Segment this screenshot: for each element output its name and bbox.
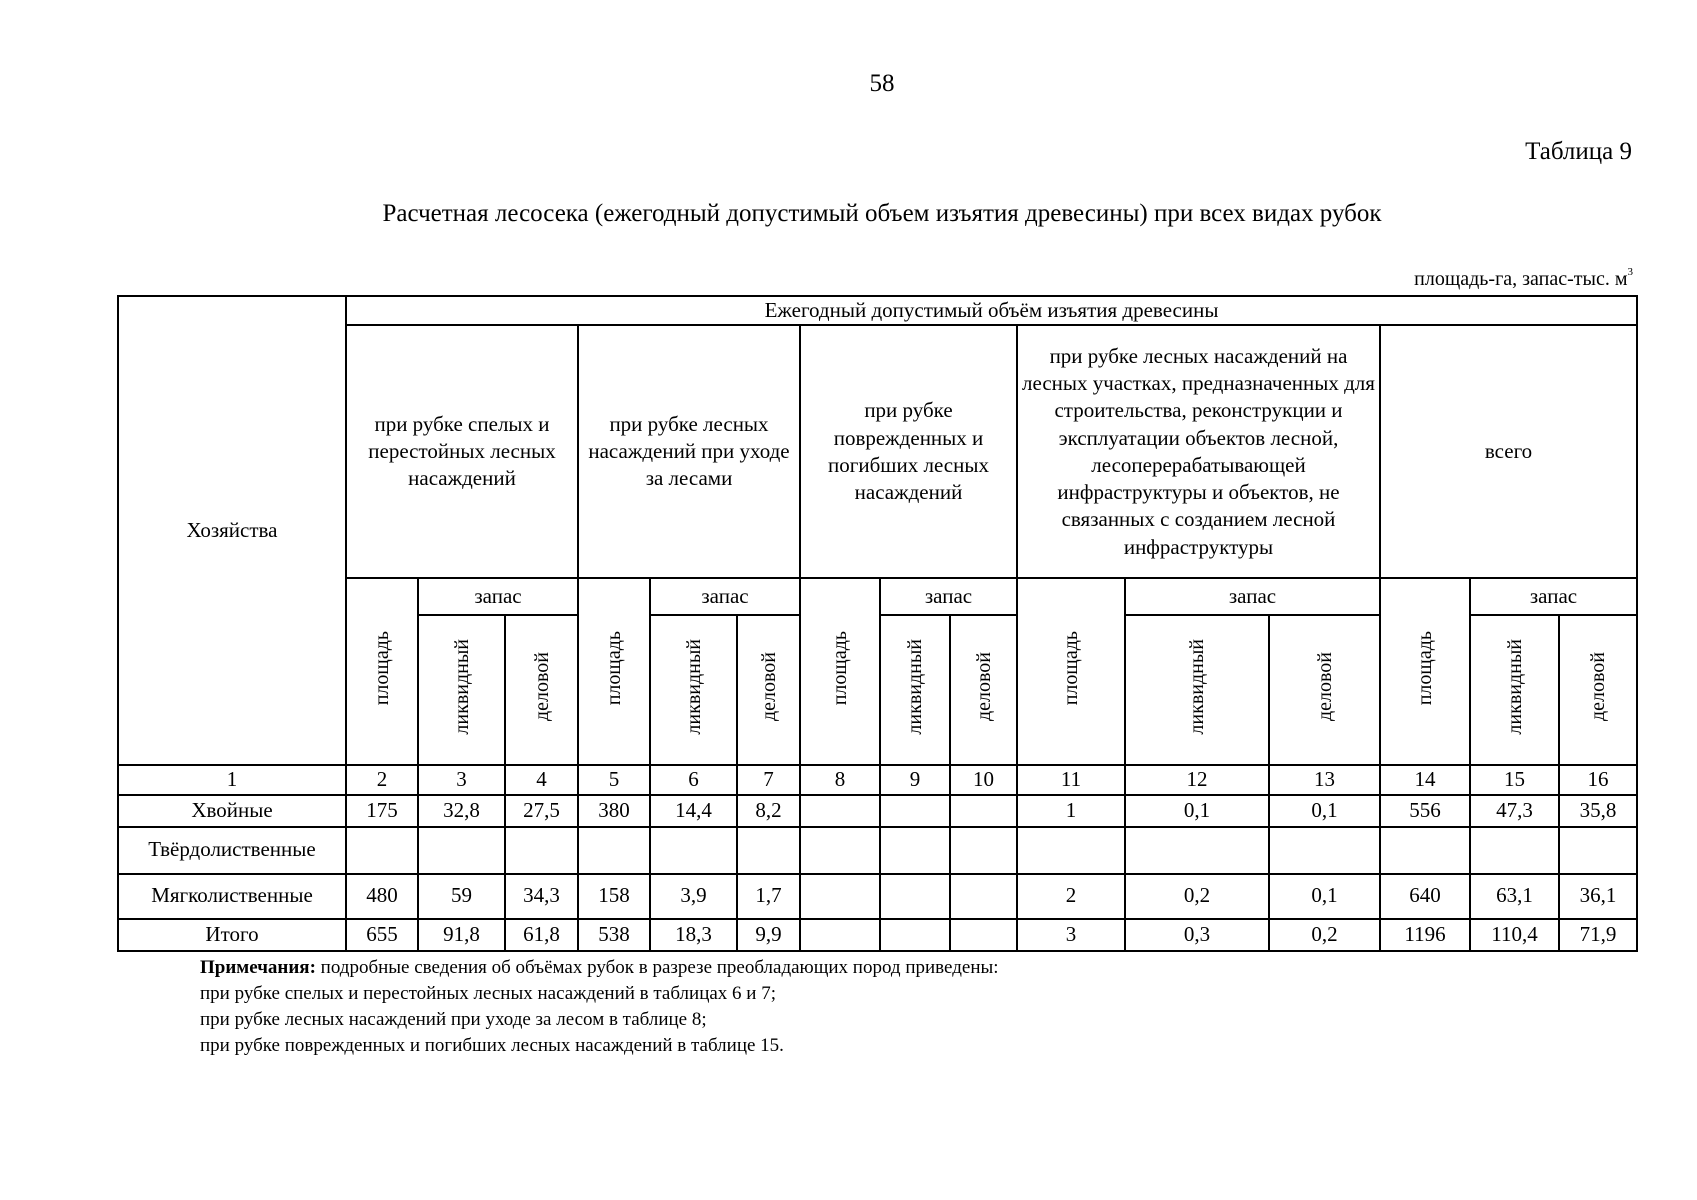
column-number: 7 bbox=[737, 765, 800, 794]
table-cell bbox=[418, 827, 505, 874]
row-name: Итого bbox=[118, 919, 346, 951]
row-name: Твёрдолиственные bbox=[118, 827, 346, 874]
column-number: 14 bbox=[1380, 765, 1470, 794]
notes-text: подробные сведения об объёмах рубок в разрезе преобладающих пород приведены: bbox=[320, 957, 999, 978]
table-cell bbox=[1470, 827, 1559, 874]
table-cell: 61,8 bbox=[505, 919, 578, 951]
header-area bbox=[1017, 578, 1125, 765]
table-cell: 480 bbox=[346, 874, 418, 919]
header-area-text: площадь bbox=[603, 631, 625, 706]
header-business-text: деловой bbox=[530, 652, 553, 722]
header-area bbox=[346, 578, 418, 765]
table-cell: 0,1 bbox=[1269, 874, 1380, 919]
table-cell: 14,4 bbox=[650, 795, 737, 827]
row-name: Хвойные bbox=[118, 795, 346, 827]
header-area-text: площадь bbox=[371, 631, 393, 706]
notes-line bbox=[200, 955, 999, 981]
table-cell: 36,1 bbox=[1559, 874, 1637, 919]
header-row-3 bbox=[118, 578, 1637, 615]
table-cell bbox=[950, 919, 1017, 951]
header-business-text: деловой bbox=[972, 652, 995, 722]
units-superscript: 3 bbox=[1627, 266, 1633, 278]
table-cell bbox=[1125, 827, 1269, 874]
header-row-1 bbox=[118, 296, 1637, 325]
header-group-total: всего bbox=[1380, 325, 1637, 578]
header-business bbox=[950, 615, 1017, 765]
table-cell: 9,9 bbox=[737, 919, 800, 951]
table-cell: 640 bbox=[1380, 874, 1470, 919]
column-number: 4 bbox=[505, 765, 578, 794]
column-number: 12 bbox=[1125, 765, 1269, 794]
units-text: площадь-га, запас-тыс. м bbox=[1414, 268, 1628, 290]
header-liquid-text: ликвидный bbox=[904, 638, 926, 735]
header-business bbox=[505, 615, 578, 765]
header-business bbox=[737, 615, 800, 765]
notes bbox=[200, 955, 999, 1059]
header-liquid bbox=[650, 615, 737, 765]
header-liquid bbox=[1125, 615, 1269, 765]
header-group-damaged: при рубке поврежденных и погибших лесных насаждений bbox=[800, 325, 1017, 578]
table-row bbox=[118, 795, 1637, 827]
table-cell: 3 bbox=[1017, 919, 1125, 951]
table-cell: 0,1 bbox=[1269, 795, 1380, 827]
table-cell bbox=[578, 827, 650, 874]
header-business-text: деловой bbox=[757, 652, 780, 722]
table-cell: 0,3 bbox=[1125, 919, 1269, 951]
header-zapas: запас bbox=[650, 578, 800, 615]
table-cell: 1 bbox=[1017, 795, 1125, 827]
table-cell: 59 bbox=[418, 874, 505, 919]
header-zapas: запас bbox=[1125, 578, 1380, 615]
notes-line: при рубке поврежденных и погибших лесных насаждений в таблице 15. bbox=[200, 1035, 784, 1056]
header-liquid bbox=[880, 615, 950, 765]
table-cell bbox=[800, 874, 880, 919]
document-title: Расчетная лесосека (ежегодный допустимый объем изъятия древесины) при всех видах рубок bbox=[382, 200, 1382, 227]
table-cell bbox=[1380, 827, 1470, 874]
table-cell bbox=[800, 919, 880, 951]
table-cell: 175 bbox=[346, 795, 418, 827]
header-row-2 bbox=[118, 325, 1637, 578]
table-cell: 110,4 bbox=[1470, 919, 1559, 951]
column-number: 5 bbox=[578, 765, 650, 794]
column-number: 13 bbox=[1269, 765, 1380, 794]
table-cell bbox=[950, 795, 1017, 827]
header-business-text: деловой bbox=[1313, 652, 1336, 722]
header-business bbox=[1269, 615, 1380, 765]
header-zapas: запас bbox=[880, 578, 1017, 615]
table-label: Таблица 9 bbox=[1525, 138, 1632, 165]
header-zapas: запас bbox=[1470, 578, 1637, 615]
table-cell: 63,1 bbox=[1470, 874, 1559, 919]
table-cell bbox=[346, 827, 418, 874]
table-cell: 2 bbox=[1017, 874, 1125, 919]
header-zapas: запас bbox=[418, 578, 578, 615]
column-number: 9 bbox=[880, 765, 950, 794]
table-cell: 27,5 bbox=[505, 795, 578, 827]
header-farms: Хозяйства bbox=[118, 296, 346, 765]
column-number: 2 bbox=[346, 765, 418, 794]
felling-table bbox=[117, 295, 1638, 952]
header-liquid-text: ликвидный bbox=[682, 638, 705, 735]
column-number-row bbox=[118, 765, 1637, 794]
header-group-thinning: при рубке лесных насаждений при уходе за лесами bbox=[578, 325, 800, 578]
header-area bbox=[578, 578, 650, 765]
column-number: 11 bbox=[1017, 765, 1125, 794]
table-cell: 0,2 bbox=[1269, 919, 1380, 951]
column-number: 15 bbox=[1470, 765, 1559, 794]
table-cell: 71,9 bbox=[1559, 919, 1637, 951]
table-cell bbox=[737, 827, 800, 874]
column-number: 16 bbox=[1559, 765, 1637, 794]
table-cell: 538 bbox=[578, 919, 650, 951]
header-liquid-text: ликвидный bbox=[450, 638, 473, 735]
header-area bbox=[1380, 578, 1470, 765]
table-cell: 1196 bbox=[1380, 919, 1470, 951]
table-cell: 1,7 bbox=[737, 874, 800, 919]
table-cell: 35,8 bbox=[1559, 795, 1637, 827]
table-cell: 0,2 bbox=[1125, 874, 1269, 919]
header-area bbox=[800, 578, 880, 765]
notes-label: Примечания: bbox=[200, 957, 316, 978]
header-group-mature: при рубке спелых и перестойных лесных насаждений bbox=[346, 325, 578, 578]
table-cell: 47,3 bbox=[1470, 795, 1559, 827]
units-note bbox=[1414, 266, 1633, 291]
table-cell bbox=[800, 827, 880, 874]
header-area-text: площадь bbox=[1414, 631, 1436, 706]
header-liquid bbox=[418, 615, 505, 765]
table-row bbox=[118, 827, 1637, 874]
table-cell bbox=[880, 874, 950, 919]
table-cell: 34,3 bbox=[505, 874, 578, 919]
table-cell bbox=[880, 827, 950, 874]
notes-line: при рубке лесных насаждений при уходе за лесом в таблице 8; bbox=[200, 1009, 707, 1030]
table-cell: 8,2 bbox=[737, 795, 800, 827]
notes-line: при рубке спелых и перестойных лесных насаждений в таблицах 6 и 7; bbox=[200, 983, 777, 1004]
row-name: Мягколиственные bbox=[118, 874, 346, 919]
table-cell: 158 bbox=[578, 874, 650, 919]
column-number: 6 bbox=[650, 765, 737, 794]
table-cell bbox=[880, 919, 950, 951]
header-area-text: площадь bbox=[829, 631, 851, 706]
header-liquid-text: ликвидный bbox=[1186, 638, 1208, 735]
table-cell bbox=[880, 795, 950, 827]
page-number: 58 bbox=[869, 70, 895, 97]
table-cell bbox=[950, 827, 1017, 874]
table-cell bbox=[1559, 827, 1637, 874]
header-liquid-text: ликвидный bbox=[1503, 638, 1526, 735]
column-number: 1 bbox=[118, 765, 346, 794]
table-cell: 0,1 bbox=[1125, 795, 1269, 827]
column-number: 10 bbox=[950, 765, 1017, 794]
table-cell: 32,8 bbox=[418, 795, 505, 827]
column-number: 3 bbox=[418, 765, 505, 794]
table-cell: 91,8 bbox=[418, 919, 505, 951]
table-cell: 655 bbox=[346, 919, 418, 951]
table-cell bbox=[1017, 827, 1125, 874]
header-area-text: площадь bbox=[1060, 631, 1082, 706]
table-row-total bbox=[118, 919, 1637, 951]
header-business-text: деловой bbox=[1587, 652, 1610, 722]
table-cell: 556 bbox=[1380, 795, 1470, 827]
column-number: 8 bbox=[800, 765, 880, 794]
header-business bbox=[1559, 615, 1637, 765]
table-cell: 380 bbox=[578, 795, 650, 827]
table-cell: 18,3 bbox=[650, 919, 737, 951]
table-cell bbox=[800, 795, 880, 827]
header-liquid bbox=[1470, 615, 1559, 765]
header-super: Ежегодный допустимый объём изъятия древесины bbox=[346, 296, 1637, 325]
table-row bbox=[118, 874, 1637, 919]
table-cell: 3,9 bbox=[650, 874, 737, 919]
table-cell bbox=[650, 827, 737, 874]
header-group-construction: при рубке лесных насаждений на лесных участках, предназначенных для строительства, реконструкции и эксплуатации объектов лесной, лесоперерабатывающей инфраструктуры и объектов, не связанных с созданием лесной инфраструктуры bbox=[1017, 325, 1380, 578]
table-cell bbox=[950, 874, 1017, 919]
table-cell bbox=[505, 827, 578, 874]
table-cell bbox=[1269, 827, 1380, 874]
